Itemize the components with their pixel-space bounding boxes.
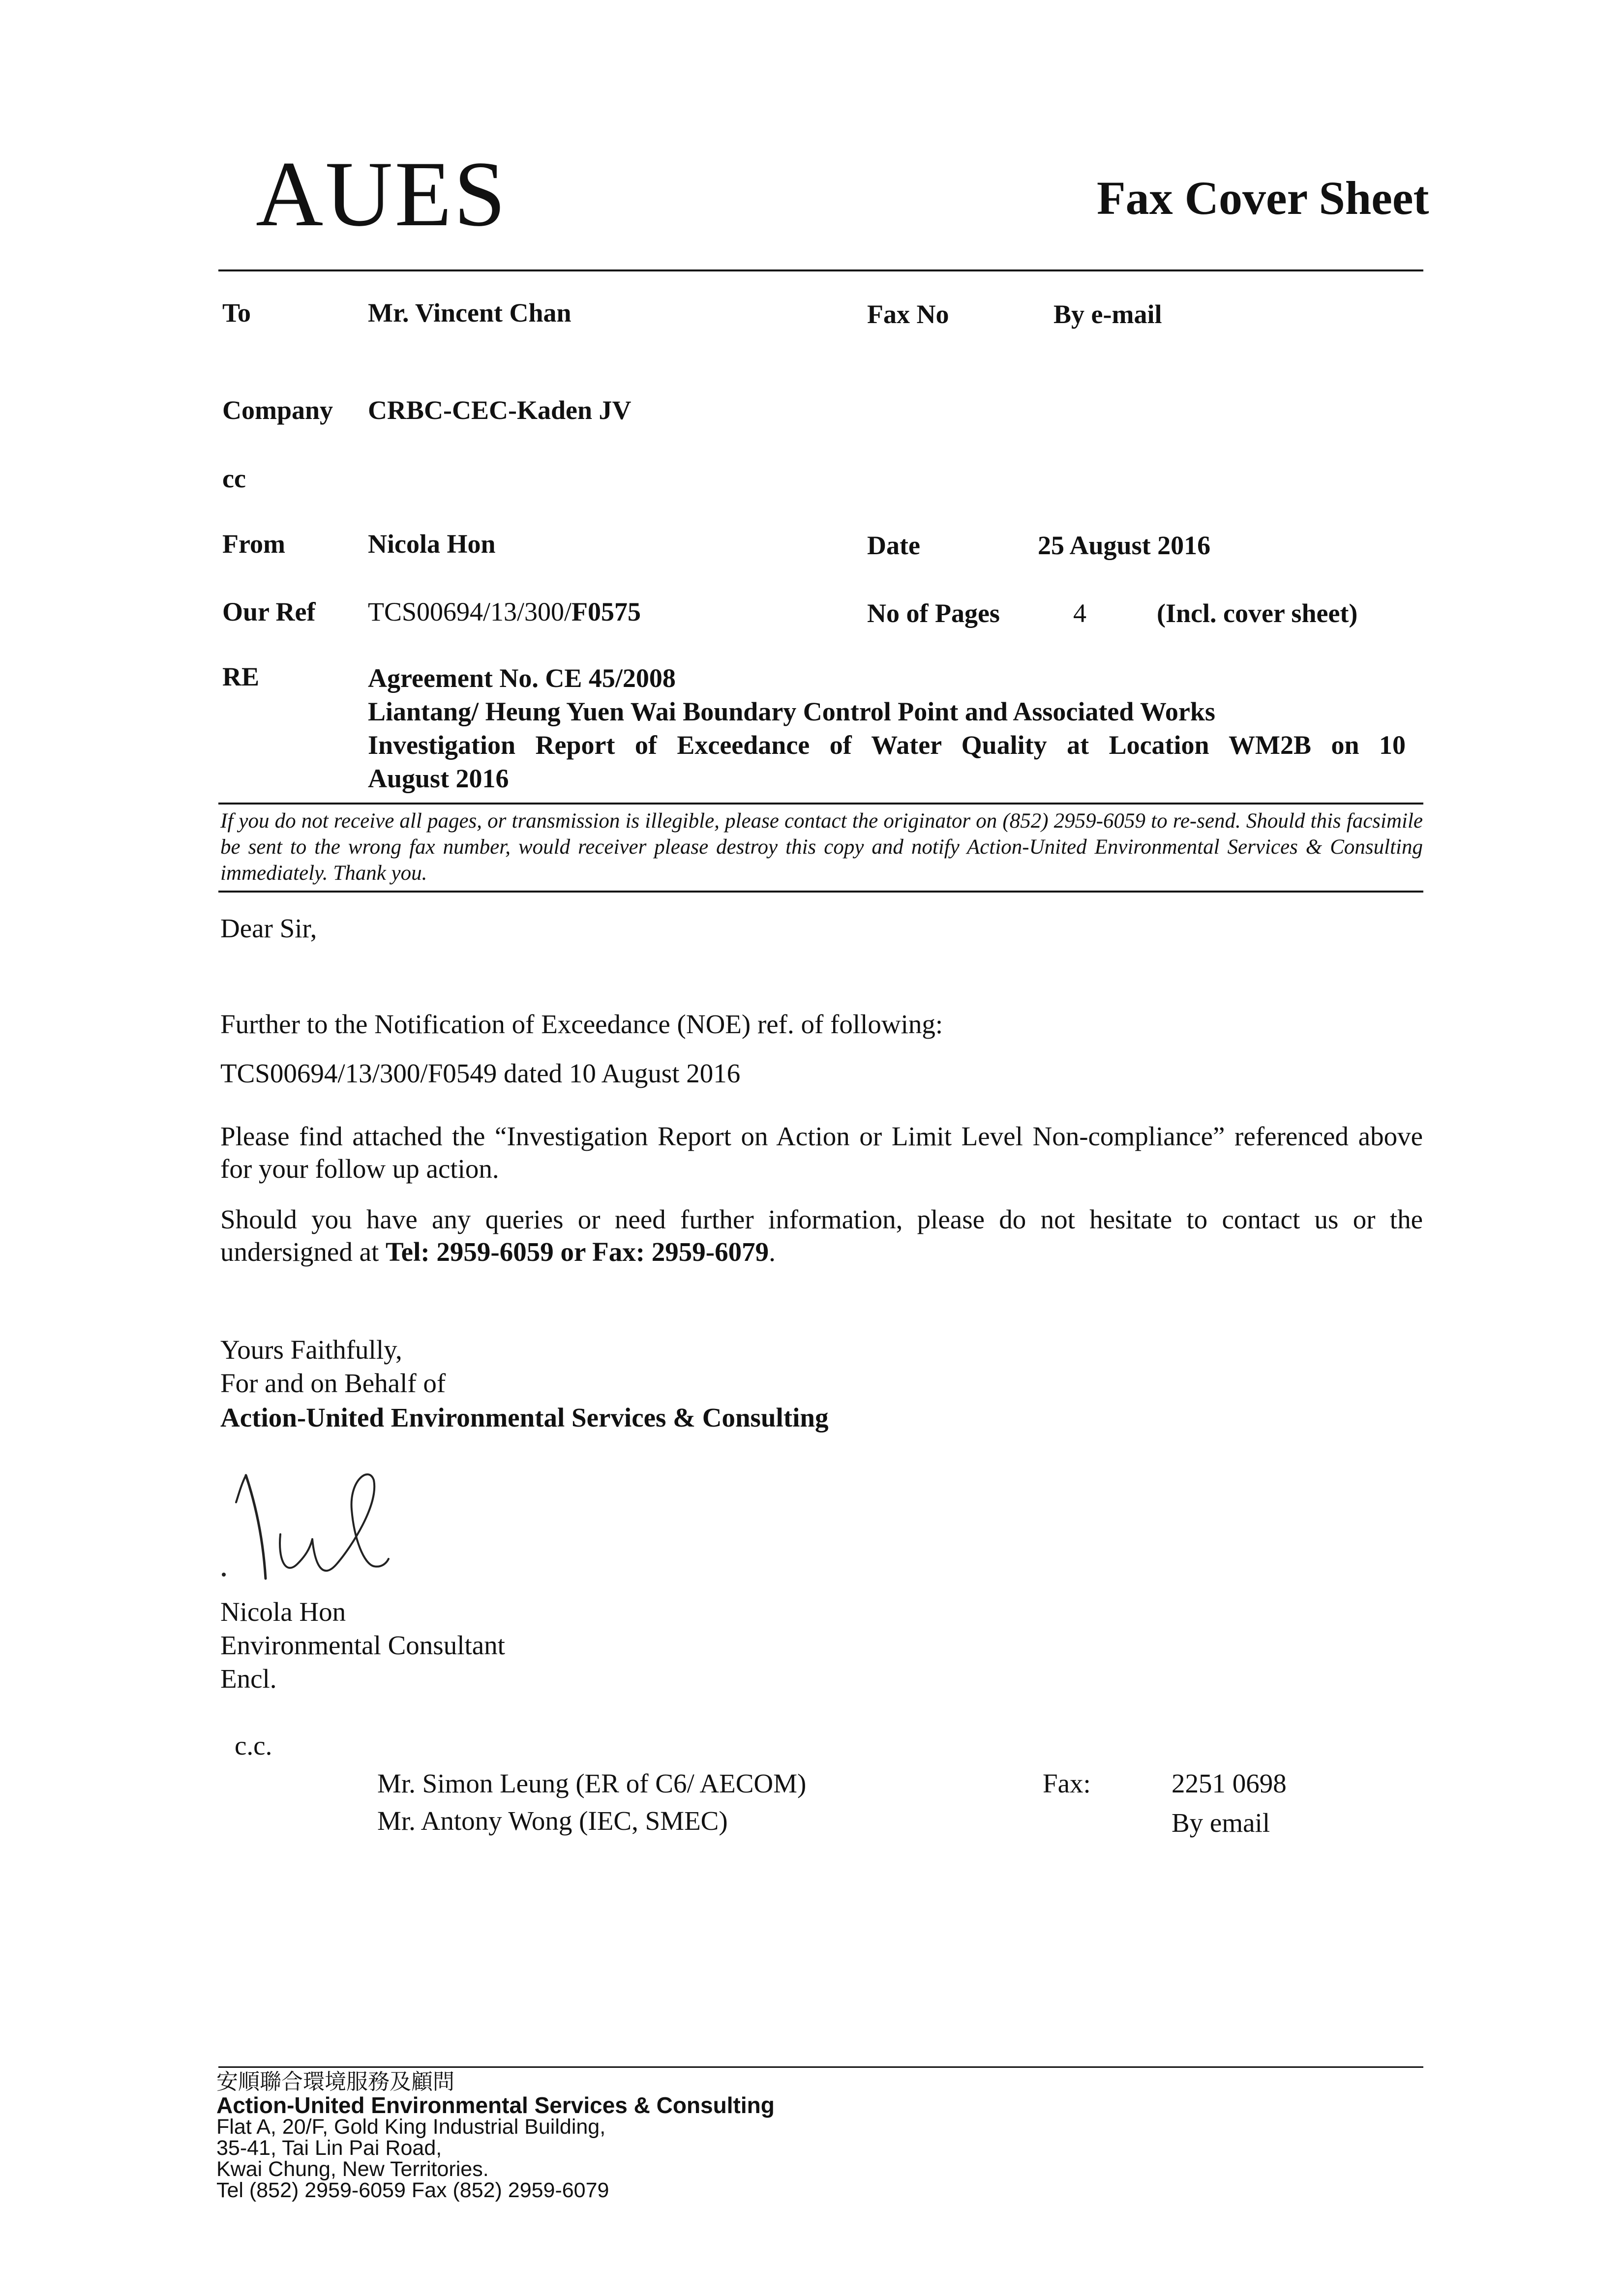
footer-chinese-name: 安順聯合環境服務及顧問: [216, 2069, 454, 2094]
date-value: 25 August 2016: [1038, 531, 1211, 560]
cc-list-label: c.c.: [235, 1730, 272, 1760]
company-label: Company: [222, 395, 333, 425]
re-label: RE: [222, 662, 260, 691]
cc-row-1-fax-label: Fax:: [1043, 1768, 1091, 1798]
our-ref-prefix: TCS00694/13/300/: [368, 597, 572, 626]
to-value: Mr. Vincent Chan: [368, 298, 571, 328]
paragraph-3-text: Should you have any queries or need further information, please do not hesitate to contact us or the undersigned at: [220, 1204, 1423, 1267]
fax-no-label: Fax No: [867, 299, 949, 329]
our-ref-suffix: F0575: [571, 597, 641, 626]
disclaimer-bottom-divider: [218, 891, 1423, 893]
enclosure: Encl.: [220, 1664, 277, 1694]
paragraph-1: Further to the Notification of Exceedance (NOE) ref. of following:: [220, 1009, 943, 1039]
re-block: [368, 661, 1406, 795]
paragraph-1-ref: TCS00694/13/300/F0549 dated 10 August 2016: [220, 1058, 741, 1088]
re-line-4: August 2016: [368, 764, 509, 793]
our-ref-value: [368, 596, 641, 627]
re-line-3: Investigation Report of Exceedance of Water Quality at Location WM2B on 10: [368, 730, 1406, 760]
footer-address-2: 35-41, Tai Lin Pai Road,: [216, 2136, 442, 2160]
footer-divider: [218, 2066, 1423, 2068]
disclaimer-top-divider: [218, 803, 1423, 805]
company-value: CRBC-CEC-Kaden JV: [368, 395, 632, 425]
paragraph-2: Please find attached the “Investigation Report on Action or Limit Level Non-compliance” referenced above for your follow up action.: [220, 1121, 1423, 1184]
signature: [216, 1465, 423, 1598]
salutation: Dear Sir,: [220, 913, 317, 943]
closing-line-1: Yours Faithfully,: [220, 1335, 402, 1365]
company-logo: AUES: [256, 143, 508, 246]
cc-label: cc: [222, 464, 246, 493]
footer-contact: Tel (852) 2959-6059 Fax (852) 2959-6079: [216, 2178, 609, 2202]
fax-no-value: By e-mail: [1053, 299, 1162, 329]
pages-label: No of Pages: [867, 598, 1000, 628]
footer-company: Action-United Environmental Services & Consulting: [216, 2092, 775, 2118]
re-line-2: Liantang/ Heung Yuen Wai Boundary Control Point and Associated Works: [368, 697, 1215, 726]
pages-note: (Incl. cover sheet): [1157, 598, 1358, 628]
cc-row-2-name: Mr. Antony Wong (IEC, SMEC): [377, 1806, 728, 1836]
signer-name: Nicola Hon: [220, 1597, 346, 1627]
closing-company: Action-United Environmental Services & Consulting: [220, 1402, 829, 1432]
paragraph-3-end: .: [769, 1237, 776, 1267]
cc-row-1-name: Mr. Simon Leung (ER of C6/ AECOM): [377, 1768, 807, 1798]
signer-title: Environmental Consultant: [220, 1630, 505, 1660]
date-label: Date: [867, 531, 920, 560]
our-ref-label: Our Ref: [222, 597, 316, 626]
paragraph-3: [220, 1203, 1423, 1268]
cc-row-2-value: By email: [1172, 1808, 1270, 1838]
from-value: Nicola Hon: [368, 529, 496, 559]
cc-row-1-value: 2251 0698: [1172, 1768, 1287, 1798]
from-label: From: [222, 529, 285, 559]
header-divider: [218, 269, 1423, 271]
to-label: To: [222, 298, 251, 328]
closing-line-2: For and on Behalf of: [220, 1368, 446, 1398]
pages-value: 4: [1073, 598, 1086, 628]
disclaimer: If you do not receive all pages, or transmission is illegible, please contact the originator on (852) 2959-6059 to re-send. Should this facsimile be sent to the wrong fax number, would receiver please destroy this copy and notify Action-United Environmental Services & Consulting immediately. Thank you.: [220, 809, 1423, 885]
re-line-1: Agreement No. CE 45/2008: [368, 663, 676, 693]
footer-block: [216, 2070, 775, 2201]
page-title: Fax Cover Sheet: [1097, 172, 1429, 224]
footer-address-1: Flat A, 20/F, Gold King Industrial Building,: [216, 2115, 606, 2139]
footer-address-3: Kwai Chung, New Territories.: [216, 2157, 489, 2181]
contact-numbers: Tel: 2959-6059 or Fax: 2959-6079: [386, 1237, 769, 1267]
